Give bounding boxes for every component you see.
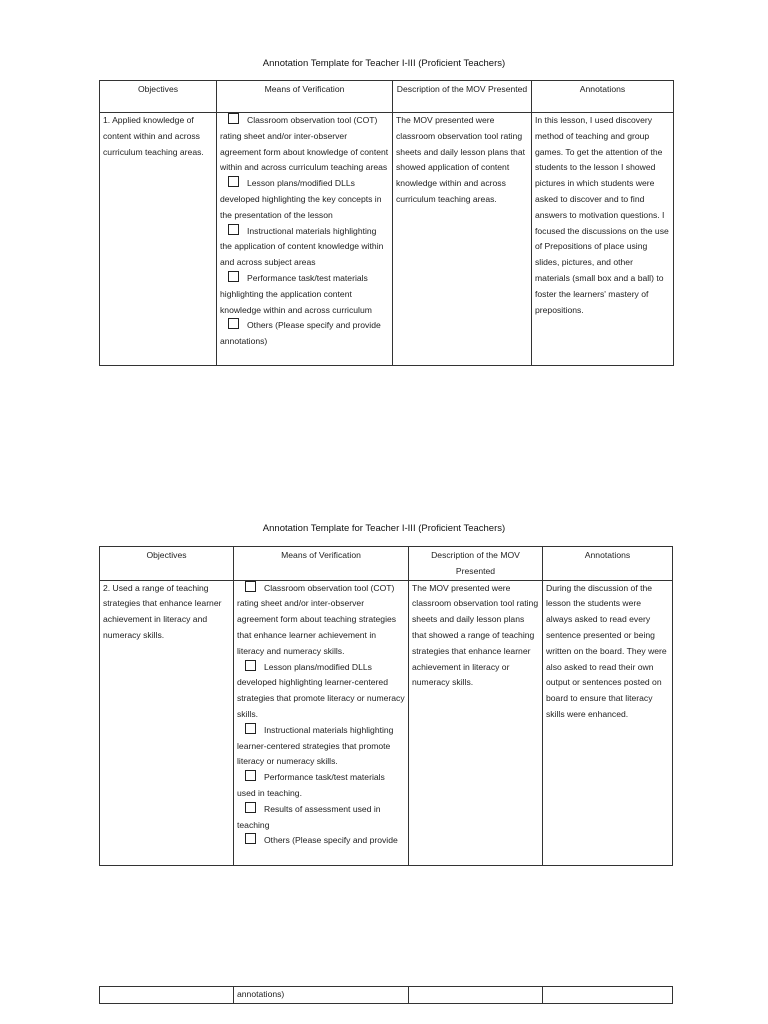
checkbox-icon[interactable] — [228, 113, 239, 124]
checkbox-icon[interactable] — [245, 581, 256, 592]
header-objectives: Objectives — [100, 81, 217, 113]
mov-item: Lesson plans/modified DLLs developed highlighting the key concepts in the presentation of the lesson — [220, 178, 382, 220]
mov-item: Instructional materials highlighting learner-centered strategies that promote literacy or numeracy skills. — [237, 724, 394, 767]
mov-item: Performance task/test materials highlighting the application content knowledge within and across curriculum — [220, 272, 372, 315]
checkbox-icon[interactable] — [245, 723, 256, 734]
checkbox-icon[interactable] — [245, 833, 256, 844]
header-description: Description of the MOV Presented — [393, 81, 532, 113]
header-annotations: Annotations — [532, 81, 674, 113]
checkbox-icon[interactable] — [228, 318, 239, 329]
description-cell: The MOV presented were classroom observation tool rating sheets and daily lesson plans that showed a range of teaching strategies that enhance learner achievement in literacy or numeracy skills. — [409, 580, 543, 865]
header-objectives: Objectives — [100, 547, 234, 581]
description-cell-empty — [409, 987, 543, 1004]
annotation-table-2 — [99, 546, 673, 866]
mov-item: Classroom observation tool (COT) rating sheet and/or inter-observer agreement form about knowledge of content within and across curriculum teaching areas — [220, 115, 389, 173]
annotation-cell-empty — [543, 987, 673, 1004]
checkbox-icon[interactable] — [228, 224, 239, 235]
header-means-of-verification: Means of Verification — [217, 81, 393, 113]
table-row — [100, 580, 673, 865]
mov-cell — [217, 113, 393, 366]
mov-item: Others (Please specify and provide annotations) — [220, 320, 381, 347]
page-title-section-2: Annotation Template for Teacher I-III (Proficient Teachers) — [262, 523, 506, 534]
annotation-table-1 — [99, 80, 674, 366]
annotation-table-2-continuation — [99, 986, 673, 1004]
objective-cell-empty — [100, 987, 234, 1004]
table-header-row — [100, 81, 674, 113]
mov-item: Results of assessment used in teaching — [237, 803, 381, 830]
objective-cell: 1. Applied knowledge of content within and across curriculum teaching areas. — [100, 113, 217, 366]
checkbox-icon[interactable] — [245, 802, 256, 813]
table-row — [100, 987, 673, 1004]
mov-cell — [234, 580, 409, 865]
checkbox-icon[interactable] — [228, 271, 239, 282]
table-header-row — [100, 547, 673, 581]
mov-item: Instructional materials highlighting the application of content knowledge within and across subject areas — [220, 225, 384, 268]
mov-item: Classroom observation tool (COT) rating sheet and/or inter-observer agreement form about teaching strategies that enhance learner achievement in literacy and numeracy skills. — [237, 582, 397, 656]
page-title-section-1: Annotation Template for Teacher I-III (Proficient Teachers) — [262, 58, 506, 69]
annotation-cell: In this lesson, I used discovery method of teaching and group games. To get the attention of the students to the lesson I showed pictures in which students were asked to discover and to find answers to motivation questions. I focused the discussions on the use of Prepositions of place using slides, pictures, and other materials (small box and a ball) to foster the learners' mastery of prepositions. — [532, 113, 674, 366]
checkbox-icon[interactable] — [245, 770, 256, 781]
mov-cell-continuation: annotations) — [234, 987, 409, 1004]
mov-item: Others (Please specify and provide — [237, 833, 405, 849]
header-annotations: Annotations — [543, 547, 673, 581]
checkbox-icon[interactable] — [245, 660, 256, 671]
mov-item: Lesson plans/modified DLLs developed highlighting learner-centered strategies that promote literacy or numeracy skills. — [237, 661, 405, 719]
checkbox-icon[interactable] — [228, 176, 239, 187]
mov-item: Performance task/test materials used in teaching. — [237, 772, 385, 798]
description-cell: The MOV presented were classroom observation tool rating sheets and daily lesson plans that showed application of content knowledge within and across curriculum teaching areas. — [393, 113, 532, 366]
annotation-cell: During the discussion of the lesson the students were always asked to read every sentence presented or being written on the board. They were also asked to read their own output or sentences posted on board to ensure that literacy skills were enhanced. — [543, 580, 673, 865]
objective-cell: 2. Used a range of teaching strategies that enhance learner achievement in literacy and numeracy skills. — [100, 580, 234, 865]
header-means-of-verification: Means of Verification — [234, 547, 409, 581]
table-row — [100, 113, 674, 366]
header-description: Description of the MOV Presented — [409, 547, 543, 581]
